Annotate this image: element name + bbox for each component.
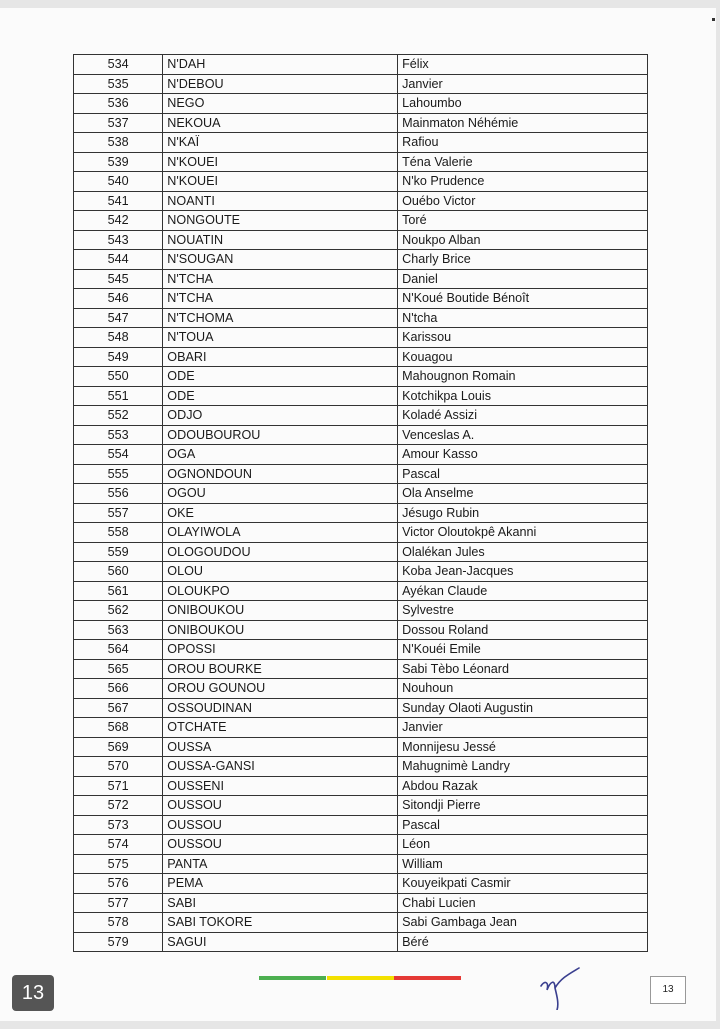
- table-row: [74, 659, 648, 679]
- row-number: 562: [74, 601, 163, 621]
- row-number: 534: [74, 55, 163, 75]
- row-number: 569: [74, 737, 163, 757]
- table-row: [74, 74, 648, 94]
- table-row: [74, 796, 648, 816]
- row-number: 564: [74, 640, 163, 660]
- table-row: [74, 581, 648, 601]
- table-row: [74, 757, 648, 777]
- row-number: 549: [74, 347, 163, 367]
- row-number: 559: [74, 542, 163, 562]
- row-number: 574: [74, 835, 163, 855]
- row-number: 539: [74, 152, 163, 172]
- last-name: NEGO: [163, 94, 398, 114]
- first-name: Sitondji Pierre: [398, 796, 648, 816]
- last-name: OGOU: [163, 484, 398, 504]
- row-number: 536: [74, 94, 163, 114]
- row-number: 540: [74, 172, 163, 192]
- table-row: [74, 347, 648, 367]
- first-name: Dossou Roland: [398, 620, 648, 640]
- first-name: Sabi Gambaga Jean: [398, 913, 648, 933]
- table-row: [74, 406, 648, 426]
- row-number: 571: [74, 776, 163, 796]
- row-number: 557: [74, 503, 163, 523]
- row-number: 545: [74, 269, 163, 289]
- last-name: OUSSOU: [163, 835, 398, 855]
- last-name: ODOUBOUROU: [163, 425, 398, 445]
- first-name: Pascal: [398, 464, 648, 484]
- last-name: SABI TOKORE: [163, 913, 398, 933]
- first-name: N'ko Prudence: [398, 172, 648, 192]
- table-row: [74, 484, 648, 504]
- row-number: 560: [74, 562, 163, 582]
- table-row: [74, 542, 648, 562]
- table-row: [74, 464, 648, 484]
- table-row: [74, 874, 648, 894]
- first-name: Kotchikpa Louis: [398, 386, 648, 406]
- table-row: [74, 308, 648, 328]
- first-name: Rafiou: [398, 133, 648, 153]
- last-name: OGNONDOUN: [163, 464, 398, 484]
- first-name: Ouébo Victor: [398, 191, 648, 211]
- first-name: N'Koué Boutide Bénoît: [398, 289, 648, 309]
- row-number: 556: [74, 484, 163, 504]
- table-row: [74, 367, 648, 387]
- table-row: [74, 230, 648, 250]
- first-name: Victor Oloutokpê Akanni: [398, 523, 648, 543]
- row-number: 578: [74, 913, 163, 933]
- first-name: N'tcha: [398, 308, 648, 328]
- table-row: [74, 523, 648, 543]
- last-name: N'SOUGAN: [163, 250, 398, 270]
- flag-stripe-yellow: [327, 976, 394, 980]
- row-number: 561: [74, 581, 163, 601]
- row-number: 558: [74, 523, 163, 543]
- row-number: 575: [74, 854, 163, 874]
- last-name: NOUATIN: [163, 230, 398, 250]
- first-name: Lahoumbo: [398, 94, 648, 114]
- row-number: 544: [74, 250, 163, 270]
- last-name: OLOUKPO: [163, 581, 398, 601]
- page-number: 13: [650, 976, 686, 1004]
- table-row: [74, 815, 648, 835]
- row-number: 565: [74, 659, 163, 679]
- first-name: Sunday Olaoti Augustin: [398, 698, 648, 718]
- table-row: [74, 55, 648, 75]
- last-name: ONIBOUKOU: [163, 601, 398, 621]
- flag-stripe-red: [394, 976, 461, 980]
- first-name: Noukpo Alban: [398, 230, 648, 250]
- last-name: N'TOUA: [163, 328, 398, 348]
- first-name: Koba Jean-Jacques: [398, 562, 648, 582]
- last-name: N'DEBOU: [163, 74, 398, 94]
- last-name: OUSSA-GANSI: [163, 757, 398, 777]
- table-row: [74, 737, 648, 757]
- row-number: 567: [74, 698, 163, 718]
- row-number: 552: [74, 406, 163, 426]
- table-row: [74, 386, 648, 406]
- row-number: 535: [74, 74, 163, 94]
- table-row: [74, 718, 648, 738]
- row-number: 547: [74, 308, 163, 328]
- first-name: Mahougnon Romain: [398, 367, 648, 387]
- last-name: OUSSOU: [163, 796, 398, 816]
- last-name: OUSSA: [163, 737, 398, 757]
- table-row: [74, 113, 648, 133]
- last-name: OLOU: [163, 562, 398, 582]
- row-number: 541: [74, 191, 163, 211]
- table-row: [74, 776, 648, 796]
- row-number: 570: [74, 757, 163, 777]
- first-name: Kouyeikpati Casmir: [398, 874, 648, 894]
- last-name: OKE: [163, 503, 398, 523]
- last-name: N'KAÏ: [163, 133, 398, 153]
- first-name: Janvier: [398, 74, 648, 94]
- roster-body: [74, 55, 648, 952]
- first-name: Daniel: [398, 269, 648, 289]
- row-number: 542: [74, 211, 163, 231]
- last-name: OUSSOU: [163, 815, 398, 835]
- last-name: N'TCHA: [163, 269, 398, 289]
- first-name: Chabi Lucien: [398, 893, 648, 913]
- row-number: 537: [74, 113, 163, 133]
- document-page: [0, 8, 716, 1021]
- first-name: Pascal: [398, 815, 648, 835]
- last-name: ONIBOUKOU: [163, 620, 398, 640]
- row-number: 554: [74, 445, 163, 465]
- last-name: SAGUI: [163, 932, 398, 952]
- table-row: [74, 679, 648, 699]
- row-number: 576: [74, 874, 163, 894]
- table-row: [74, 835, 648, 855]
- first-name: Félix: [398, 55, 648, 75]
- table-row: [74, 269, 648, 289]
- last-name: N'TCHOMA: [163, 308, 398, 328]
- last-name: N'KOUEI: [163, 152, 398, 172]
- table-row: [74, 932, 648, 952]
- table-row: [74, 640, 648, 660]
- first-name: Jésugo Rubin: [398, 503, 648, 523]
- row-number: 566: [74, 679, 163, 699]
- table-row: [74, 289, 648, 309]
- first-name: Téna Valerie: [398, 152, 648, 172]
- row-number: 572: [74, 796, 163, 816]
- last-name: OSSOUDINAN: [163, 698, 398, 718]
- row-number: 548: [74, 328, 163, 348]
- viewer-page-badge[interactable]: 13: [12, 975, 54, 1011]
- table-row: [74, 250, 648, 270]
- row-number: 550: [74, 367, 163, 387]
- table-row: [74, 562, 648, 582]
- first-name: Venceslas A.: [398, 425, 648, 445]
- table-row: [74, 445, 648, 465]
- first-name: Ola Anselme: [398, 484, 648, 504]
- first-name: Olalékan Jules: [398, 542, 648, 562]
- row-number: 555: [74, 464, 163, 484]
- first-name: Ayékan Claude: [398, 581, 648, 601]
- table-row: [74, 172, 648, 192]
- first-name: Sabi Tèbo Léonard: [398, 659, 648, 679]
- row-number: 563: [74, 620, 163, 640]
- first-name: Janvier: [398, 718, 648, 738]
- last-name: N'KOUEI: [163, 172, 398, 192]
- first-name: Nouhoun: [398, 679, 648, 699]
- flag-stripe-green: [259, 976, 326, 980]
- row-number: 543: [74, 230, 163, 250]
- table-row: [74, 211, 648, 231]
- table-row: [74, 601, 648, 621]
- table-row: [74, 191, 648, 211]
- last-name: OROU GOUNOU: [163, 679, 398, 699]
- corner-mark: [712, 18, 715, 21]
- last-name: OBARI: [163, 347, 398, 367]
- first-name: Toré: [398, 211, 648, 231]
- row-number: 568: [74, 718, 163, 738]
- last-name: OUSSENI: [163, 776, 398, 796]
- last-name: PANTA: [163, 854, 398, 874]
- first-name: Léon: [398, 835, 648, 855]
- last-name: PEMA: [163, 874, 398, 894]
- first-name: Mainmaton Néhémie: [398, 113, 648, 133]
- first-name: Béré: [398, 932, 648, 952]
- table-row: [74, 152, 648, 172]
- last-name: NONGOUTE: [163, 211, 398, 231]
- row-number: 553: [74, 425, 163, 445]
- table-row: [74, 698, 648, 718]
- first-name: Karissou: [398, 328, 648, 348]
- table-row: [74, 425, 648, 445]
- first-name: Kouagou: [398, 347, 648, 367]
- table-row: [74, 133, 648, 153]
- row-number: 573: [74, 815, 163, 835]
- last-name: OTCHATE: [163, 718, 398, 738]
- first-name: William: [398, 854, 648, 874]
- row-number: 546: [74, 289, 163, 309]
- table-row: [74, 94, 648, 114]
- last-name: OLAYIWOLA: [163, 523, 398, 543]
- row-number: 538: [74, 133, 163, 153]
- last-name: ODJO: [163, 406, 398, 426]
- last-name: ODE: [163, 386, 398, 406]
- last-name: OPOSSI: [163, 640, 398, 660]
- table-row: [74, 620, 648, 640]
- roster-table: [73, 54, 648, 952]
- row-number: 579: [74, 932, 163, 952]
- first-name: Monnijesu Jessé: [398, 737, 648, 757]
- table-row: [74, 328, 648, 348]
- last-name: N'TCHA: [163, 289, 398, 309]
- last-name: OLOGOUDOU: [163, 542, 398, 562]
- last-name: OGA: [163, 445, 398, 465]
- signature-mark: [535, 966, 585, 1010]
- last-name: ODE: [163, 367, 398, 387]
- table-row: [74, 893, 648, 913]
- first-name: Koladé Assizi: [398, 406, 648, 426]
- last-name: SABI: [163, 893, 398, 913]
- table-row: [74, 854, 648, 874]
- first-name: N'Kouéi Emile: [398, 640, 648, 660]
- table-row: [74, 503, 648, 523]
- last-name: N'DAH: [163, 55, 398, 75]
- first-name: Amour Kasso: [398, 445, 648, 465]
- first-name: Sylvestre: [398, 601, 648, 621]
- first-name: Mahugnimè Landry: [398, 757, 648, 777]
- last-name: NOANTI: [163, 191, 398, 211]
- last-name: OROU BOURKE: [163, 659, 398, 679]
- first-name: Abdou Razak: [398, 776, 648, 796]
- table-row: [74, 913, 648, 933]
- row-number: 577: [74, 893, 163, 913]
- row-number: 551: [74, 386, 163, 406]
- first-name: Charly Brice: [398, 250, 648, 270]
- last-name: NEKOUA: [163, 113, 398, 133]
